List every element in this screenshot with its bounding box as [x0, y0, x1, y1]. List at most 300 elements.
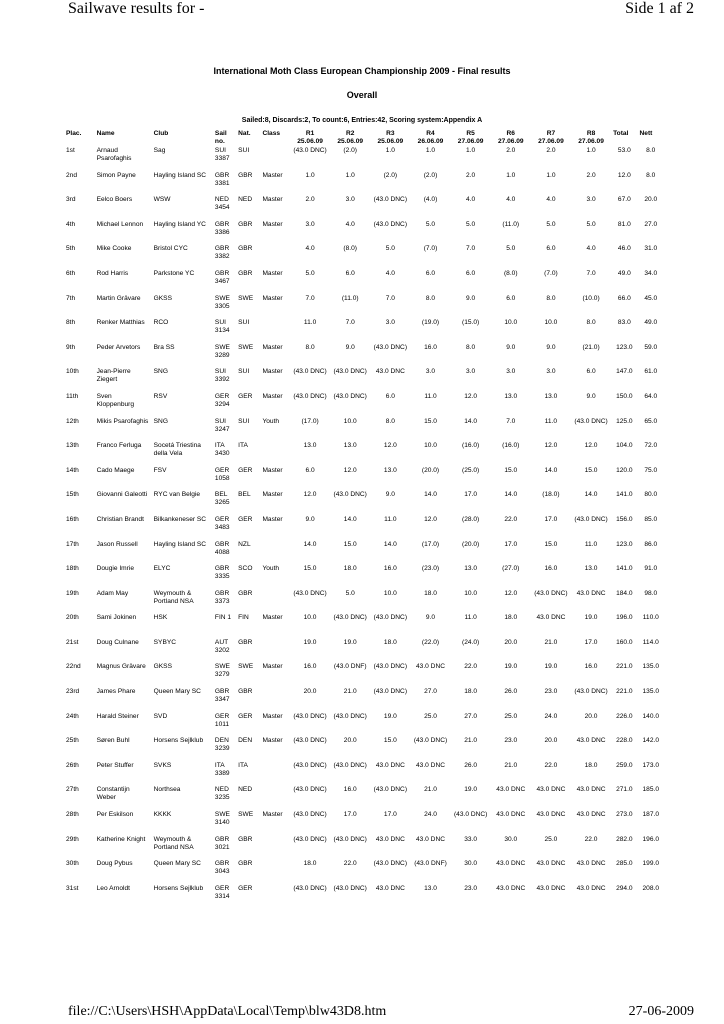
- cell-r6: (8.0): [503, 269, 518, 277]
- cell-r6: 15.0: [504, 466, 518, 474]
- cell-r7: 43.0 DNC: [536, 884, 566, 892]
- cell-r1: 1.0: [305, 171, 315, 179]
- cell-club: Bristol CYC: [153, 245, 188, 253]
- cell-r8: 5.0: [586, 220, 596, 228]
- cell-r1: (43.0 DNC): [293, 786, 327, 794]
- cell-r4: (19.0): [421, 319, 440, 327]
- cell-r8: 18.0: [584, 761, 598, 769]
- cell-total: 184.0: [616, 589, 633, 597]
- cell-name: Giovanni Galeotti: [96, 491, 148, 499]
- cell-r4: (2.0): [423, 171, 438, 179]
- cell-name: Dougie Imrie: [96, 565, 135, 573]
- cell-nett: 75.0: [644, 466, 658, 474]
- cell-r2: 22.0: [343, 860, 357, 868]
- cell-r4: 18.0: [424, 589, 437, 597]
- column-header-plac: [64, 130, 95, 147]
- cell-r2: (43.0 DNC): [333, 761, 367, 769]
- cell-r5: 1.0: [466, 147, 476, 154]
- table-row: [64, 319, 664, 344]
- column-header-label: Class: [262, 130, 281, 137]
- cell-r8: (43.0 DNC): [574, 688, 608, 696]
- cell-r4: (17.0): [421, 540, 440, 548]
- cell-r7: 3.0: [546, 368, 556, 376]
- cell-r3: (43.0 DNC): [373, 220, 408, 228]
- cell-r5: 6.0: [466, 269, 476, 277]
- cell-r3: (2.0): [383, 171, 398, 179]
- cell-nat: BEL: [238, 491, 251, 499]
- column-header-label: Sail: [214, 130, 227, 137]
- cell-r7: 24.0: [544, 712, 558, 720]
- cell-r4: 21.0: [424, 786, 437, 794]
- cell-r6: 6.0: [506, 294, 516, 302]
- cell-club: Queen Mary SC: [153, 860, 201, 868]
- column-header-total: [611, 130, 637, 147]
- cell-r3: (43.0 DNC): [373, 860, 408, 868]
- cell-nett: 185.0: [642, 786, 660, 794]
- cell-class: Master: [262, 663, 283, 671]
- cell-total: 46.0: [617, 245, 631, 253]
- cell-plac: 14th: [66, 466, 79, 474]
- cell-r8: 11.0: [584, 540, 598, 548]
- cell-nett: 86.0: [644, 540, 658, 548]
- cell-r4: 43.0 DNC: [416, 835, 445, 843]
- cell-club: GKSS: [153, 294, 172, 302]
- cell-r1: 20.0: [303, 688, 317, 696]
- cell-r1: (17.0): [301, 417, 319, 425]
- cell-sail: GBR 3467: [214, 269, 230, 285]
- cell-r6: (11.0): [502, 220, 520, 228]
- table-row: [64, 811, 664, 836]
- cell-r3: (43.0 DNC): [373, 614, 408, 622]
- cell-plac: 8th: [66, 319, 76, 327]
- cell-name: Peter Stuffer: [96, 761, 134, 769]
- cell-r8: 3.0: [586, 196, 596, 204]
- cell-r2: 10.0: [343, 417, 357, 425]
- cell-r5: 23.0: [464, 884, 478, 892]
- cell-r6: 22.0: [504, 515, 518, 523]
- cell-nat: SWE: [238, 663, 254, 671]
- cell-sail: GBR 3373: [214, 589, 230, 605]
- cell-total: 147.0: [616, 368, 633, 376]
- cell-total: 120.0: [616, 466, 633, 474]
- cell-r1: 5.0: [305, 269, 315, 277]
- cell-r7: 1.0: [546, 171, 556, 179]
- cell-club: Northsea: [153, 786, 181, 794]
- cell-r5: 4.0: [466, 196, 476, 204]
- cell-r8: 16.0: [584, 663, 598, 671]
- cell-sail: SWE 3140: [214, 811, 230, 827]
- cell-r5: 2.0: [466, 171, 476, 179]
- table-row: [64, 836, 664, 861]
- cell-r3: 43.0 DNC: [375, 884, 405, 892]
- cell-r4: 3.0: [425, 368, 436, 376]
- cell-r8: 43.0 DNC: [576, 589, 606, 597]
- cell-club: SVKS: [153, 761, 172, 769]
- cell-r4: 24.0: [424, 811, 437, 819]
- cell-total: 273.0: [616, 811, 633, 819]
- cell-r6: 43.0 DNC: [496, 786, 526, 794]
- cell-total: 141.0: [616, 565, 633, 573]
- cell-r1: 14.0: [303, 540, 317, 548]
- cell-nett: 49.0: [644, 319, 658, 327]
- cell-r3: 1.0: [385, 147, 395, 154]
- cell-r8: 4.0: [586, 245, 596, 253]
- cell-total: 49.0: [617, 269, 631, 277]
- cell-club: Weymouth & Portland NSA: [153, 835, 194, 851]
- table-row: [64, 713, 664, 738]
- cell-name: James Phare: [96, 688, 136, 696]
- column-header-nat: [236, 130, 260, 147]
- cell-r4: 25.0: [424, 712, 437, 720]
- cell-class: Master: [262, 466, 283, 474]
- cell-club: RYC van Belgie: [153, 491, 201, 499]
- cell-total: 123.0: [616, 343, 633, 351]
- cell-r7: 23.0: [544, 688, 558, 696]
- cell-r7: 20.0: [544, 737, 558, 745]
- cell-r3: 14.0: [383, 540, 397, 548]
- column-header-label: Plac.: [66, 130, 82, 137]
- cell-plac: 21st: [66, 638, 79, 646]
- cell-r3: (43.0 DNC): [373, 786, 408, 794]
- cell-r2: 3.0: [345, 196, 355, 204]
- cell-nat: DEN: [238, 737, 253, 745]
- cell-plac: 30th: [66, 860, 79, 868]
- cell-plac: 16th: [66, 515, 79, 523]
- cell-nett: 80.0: [644, 491, 658, 499]
- cell-r4: (4.0): [423, 196, 438, 204]
- cell-r6: 23.0: [504, 737, 518, 745]
- cell-nett: 8.0: [646, 147, 656, 154]
- cell-r8: 2.0: [586, 171, 596, 179]
- cell-r8: 12.0: [584, 442, 598, 450]
- cell-r2: 14.0: [343, 515, 357, 523]
- cell-nat: GBR: [238, 589, 253, 597]
- cell-class: [260, 245, 290, 270]
- cell-nett: 85.0: [644, 515, 658, 523]
- cell-r7: 16.0: [544, 565, 558, 573]
- cell-nat: ITA: [238, 442, 248, 450]
- cell-r2: (8.0): [343, 245, 357, 253]
- cell-name: Cado Maege: [96, 466, 135, 474]
- cell-r6: 20.0: [504, 638, 518, 646]
- cell-name: Søren Buhl: [96, 737, 130, 745]
- cell-r5: (28.0): [462, 515, 480, 523]
- series-info: Sailed:8, Discards:2, To count:6, Entries:42, Scoring system:Appendix A: [241, 117, 483, 124]
- cell-name: Eelco Boers: [96, 196, 133, 204]
- column-header-label: R6: [506, 130, 515, 137]
- cell-nett: 65.0: [644, 417, 658, 425]
- cell-r2: 4.0: [345, 220, 355, 228]
- cell-class: [260, 147, 290, 172]
- cell-name: Martin Grävare: [96, 294, 141, 302]
- cell-total: 196.0: [616, 614, 633, 622]
- cell-r2: 20.0: [343, 737, 357, 745]
- cell-nett: 27.0: [644, 220, 658, 228]
- column-header-r2: [330, 130, 370, 147]
- cell-r2: (43.0 DNC): [333, 368, 367, 376]
- cell-r7: 21.0: [544, 638, 558, 646]
- cell-r4: 27.0: [424, 688, 437, 696]
- cell-r7: 2.0: [546, 147, 556, 154]
- cell-plac: 28th: [66, 811, 79, 819]
- cell-nett: 8.0: [646, 171, 656, 179]
- cell-club: GKSS: [153, 663, 172, 671]
- cell-nett: 196.0: [642, 835, 660, 843]
- cell-class: Master: [262, 171, 283, 179]
- cell-nett: 91.0: [644, 565, 658, 573]
- cell-r3: 11.0: [384, 515, 397, 523]
- cell-club: Queen Mary SC: [153, 688, 201, 696]
- cell-r7: 17.0: [544, 515, 558, 523]
- cell-nett: 98.0: [644, 589, 658, 597]
- cell-r3: 18.0: [383, 638, 397, 646]
- cell-r5: 22.0: [464, 663, 478, 671]
- table-row: [64, 762, 664, 787]
- cell-r1: 4.0: [305, 245, 315, 253]
- cell-r2: 13.0: [343, 442, 357, 450]
- cell-r5: 33.0: [464, 835, 478, 843]
- cell-plac: 13th: [66, 442, 79, 450]
- cell-r1: (43.0 DNC): [293, 835, 327, 843]
- column-header-label: Club: [153, 130, 169, 137]
- cell-r6: 13.0: [504, 392, 518, 400]
- table-row: [64, 737, 664, 762]
- table-row: [64, 442, 664, 467]
- cell-nat: SUI: [238, 368, 250, 376]
- cell-r6: 2.0: [506, 147, 516, 154]
- cell-sail: SWE 3279: [214, 663, 230, 679]
- cell-r5: 26.0: [464, 761, 478, 769]
- cell-r4: 1.0: [425, 147, 436, 154]
- cell-r1: 15.0: [303, 565, 317, 573]
- cell-class: Master: [262, 269, 283, 277]
- cell-nett: 199.0: [642, 860, 660, 868]
- cell-r5: 11.0: [464, 614, 477, 622]
- cell-class: [260, 442, 290, 467]
- cell-total: 271.0: [616, 786, 633, 794]
- cell-r5: 3.0: [466, 368, 476, 376]
- cell-r1: (43.0 DNC): [293, 737, 327, 745]
- cell-plac: 15th: [66, 491, 79, 499]
- cell-sail: GER 1058: [214, 466, 230, 482]
- column-header-class: [260, 130, 290, 147]
- cell-nat: GER: [238, 392, 253, 400]
- cell-plac: 2nd: [66, 171, 78, 179]
- cell-class: [260, 590, 290, 615]
- cell-plac: 27th: [66, 786, 79, 794]
- cell-r1: 13.0: [303, 442, 317, 450]
- cell-r2: (43.0 DNC): [333, 712, 367, 720]
- cell-total: 285.0: [616, 860, 633, 868]
- column-header-sublabel: 25.06.09: [377, 138, 404, 145]
- table-row: [64, 491, 664, 516]
- cell-total: 67.0: [617, 196, 631, 204]
- cell-class: Youth: [262, 417, 280, 425]
- cell-r6: 1.0: [506, 171, 516, 179]
- cell-name: Harald Steiner: [96, 712, 139, 720]
- page-footer-date: 27-06-2009: [628, 1004, 694, 1019]
- cell-sail: SUI 3134: [214, 319, 230, 335]
- cell-r1: 2.0: [305, 196, 315, 204]
- cell-nat: GBR: [238, 860, 253, 868]
- cell-r4: (7.0): [423, 245, 438, 253]
- column-header-sublabel: 27.06.09: [578, 138, 604, 145]
- cell-sail: NED 3454: [214, 196, 230, 212]
- cell-r7: 22.0: [544, 761, 558, 769]
- cell-class: Master: [262, 515, 283, 523]
- cell-r4: 43.0 DNC: [416, 761, 445, 769]
- cell-plac: 26th: [66, 761, 79, 769]
- cell-sail: GBR 3386: [214, 220, 230, 236]
- cell-r8: 17.0: [584, 638, 598, 646]
- cell-r7: 43.0 DNC: [536, 860, 566, 868]
- cell-r5: 17.0: [464, 491, 478, 499]
- cell-plac: 10th: [66, 368, 79, 376]
- cell-r4: (22.0): [421, 638, 440, 646]
- column-header-label: Nat.: [238, 130, 251, 137]
- page-header-page-number: Side 1 af 2: [625, 0, 694, 17]
- cell-r8: 20.0: [584, 712, 598, 720]
- cell-r6: 10.0: [504, 319, 518, 327]
- cell-plac: 5th: [66, 245, 76, 253]
- cell-r7: 6.0: [546, 245, 556, 253]
- table-row: [64, 541, 664, 566]
- cell-class: Master: [262, 737, 283, 745]
- cell-club: KKKK: [153, 811, 172, 819]
- cell-r1: 18.0: [303, 860, 317, 868]
- cell-club: SNG: [153, 417, 168, 425]
- cell-nat: GBR: [238, 638, 253, 646]
- cell-sail: GBR 3043: [214, 860, 230, 876]
- cell-nett: 114.0: [642, 638, 659, 646]
- cell-r5: 18.0: [464, 688, 478, 696]
- column-header-label: Total: [613, 130, 629, 137]
- cell-r8: 22.0: [584, 835, 598, 843]
- cell-nett: 135.0: [642, 688, 660, 696]
- cell-club: Bilkankeneser SC: [153, 515, 207, 523]
- cell-r1: (43.0 DNC): [293, 712, 327, 720]
- cell-total: 66.0: [617, 294, 631, 302]
- cell-r2: 21.0: [343, 688, 357, 696]
- cell-nat: GER: [238, 712, 253, 720]
- cell-plac: 25th: [66, 737, 79, 745]
- cell-club: Horsens Sejlklub: [153, 737, 204, 745]
- cell-r3: 43.0 DNC: [375, 368, 405, 376]
- cell-r6: 18.0: [504, 614, 518, 622]
- cell-club: Sag: [153, 147, 166, 154]
- cell-r4: 8.0: [425, 294, 436, 302]
- cell-r6: 4.0: [506, 196, 516, 204]
- cell-r1: 8.0: [305, 343, 315, 351]
- cell-sail: GER 3483: [214, 515, 230, 531]
- table-row: [64, 639, 664, 664]
- cell-r3: 4.0: [385, 269, 395, 277]
- cell-r7: 12.0: [544, 442, 558, 450]
- cell-sail: GBR 3381: [214, 171, 230, 187]
- cell-r5: (43.0 DNC): [453, 811, 488, 819]
- cell-r2: (43.0 DNC): [333, 614, 367, 622]
- cell-r7: 19.0: [544, 663, 558, 671]
- cell-r8: 19.0: [584, 614, 598, 622]
- cell-class: [260, 762, 290, 787]
- cell-r3: (43.0 DNC): [373, 343, 408, 351]
- cell-r8: 8.0: [586, 319, 596, 327]
- cell-r5: 27.0: [464, 712, 478, 720]
- cell-r8: 43.0 DNC: [576, 860, 606, 868]
- cell-nett: 142.0: [642, 737, 660, 745]
- cell-r5: 21.0: [464, 737, 478, 745]
- cell-r3: 19.0: [383, 712, 397, 720]
- cell-club: Socetá Triestina della Vela: [153, 442, 201, 458]
- cell-r8: 13.0: [584, 565, 598, 573]
- cell-r4: 15.0: [424, 417, 437, 425]
- cell-class: [260, 836, 290, 861]
- cell-plac: 1st: [66, 147, 75, 154]
- cell-r5: 30.0: [464, 860, 478, 868]
- column-header-label: R7: [546, 130, 556, 137]
- cell-name: Michael Lennon: [96, 220, 144, 228]
- cell-r4: (43.0 DNF): [414, 860, 447, 868]
- column-header-r5: [451, 130, 491, 147]
- cell-nett: 59.0: [644, 343, 658, 351]
- cell-total: 81.0: [617, 220, 631, 228]
- table-header-row: [64, 130, 664, 147]
- cell-club: HSK: [153, 614, 168, 622]
- cell-r5: 5.0: [466, 220, 476, 228]
- cell-r6: 19.0: [504, 663, 518, 671]
- cell-r2: 6.0: [345, 269, 355, 277]
- column-header-r7: [531, 130, 571, 147]
- cell-nat: GBR: [238, 220, 253, 228]
- cell-r3: 17.0: [383, 811, 397, 819]
- cell-sail: ITA 3389: [214, 761, 230, 777]
- cell-r6: 7.0: [506, 417, 516, 425]
- cell-nat: SWE: [238, 343, 254, 351]
- cell-r8: (43.0 DNC): [574, 515, 608, 523]
- cell-r6: 17.0: [504, 540, 518, 548]
- cell-class: Youth: [262, 565, 280, 573]
- cell-r6: (16.0): [502, 442, 520, 450]
- cell-nat: SUI: [238, 319, 250, 327]
- cell-r5: 13.0: [464, 565, 478, 573]
- cell-r3: 43.0 DNC: [375, 835, 405, 843]
- cell-class: [260, 860, 290, 885]
- cell-name: Adam May: [96, 589, 129, 597]
- table-body: [64, 147, 664, 909]
- cell-r1: 9.0: [305, 515, 315, 523]
- cell-r3: 9.0: [385, 491, 395, 499]
- cell-total: 226.0: [616, 712, 633, 720]
- cell-r1: (43.0 DNC): [293, 884, 327, 892]
- cell-r7: 43.0 DNC: [536, 786, 566, 794]
- cell-nett: 140.0: [642, 712, 660, 720]
- cell-r4: 14.0: [424, 491, 437, 499]
- cell-r5: 19.0: [464, 786, 478, 794]
- cell-r2: (43.0 DNC): [333, 491, 367, 499]
- cell-plac: 31st: [66, 884, 79, 892]
- table-row: [64, 196, 664, 221]
- column-header-sublabel: 27.06.09: [497, 138, 524, 145]
- cell-class: Master: [262, 343, 283, 351]
- cell-r6: 43.0 DNC: [496, 811, 526, 819]
- column-header-sublabel: 27.06.09: [538, 138, 564, 145]
- cell-class: [260, 786, 290, 811]
- cell-total: 160.0: [616, 638, 633, 646]
- page-footer-path: file://C:\Users\HSH\AppData\Local\Temp\blw43D8.htm: [68, 1004, 387, 1019]
- column-header-label: Nett: [639, 130, 653, 137]
- cell-class: Master: [262, 614, 283, 622]
- cell-class: [260, 319, 290, 344]
